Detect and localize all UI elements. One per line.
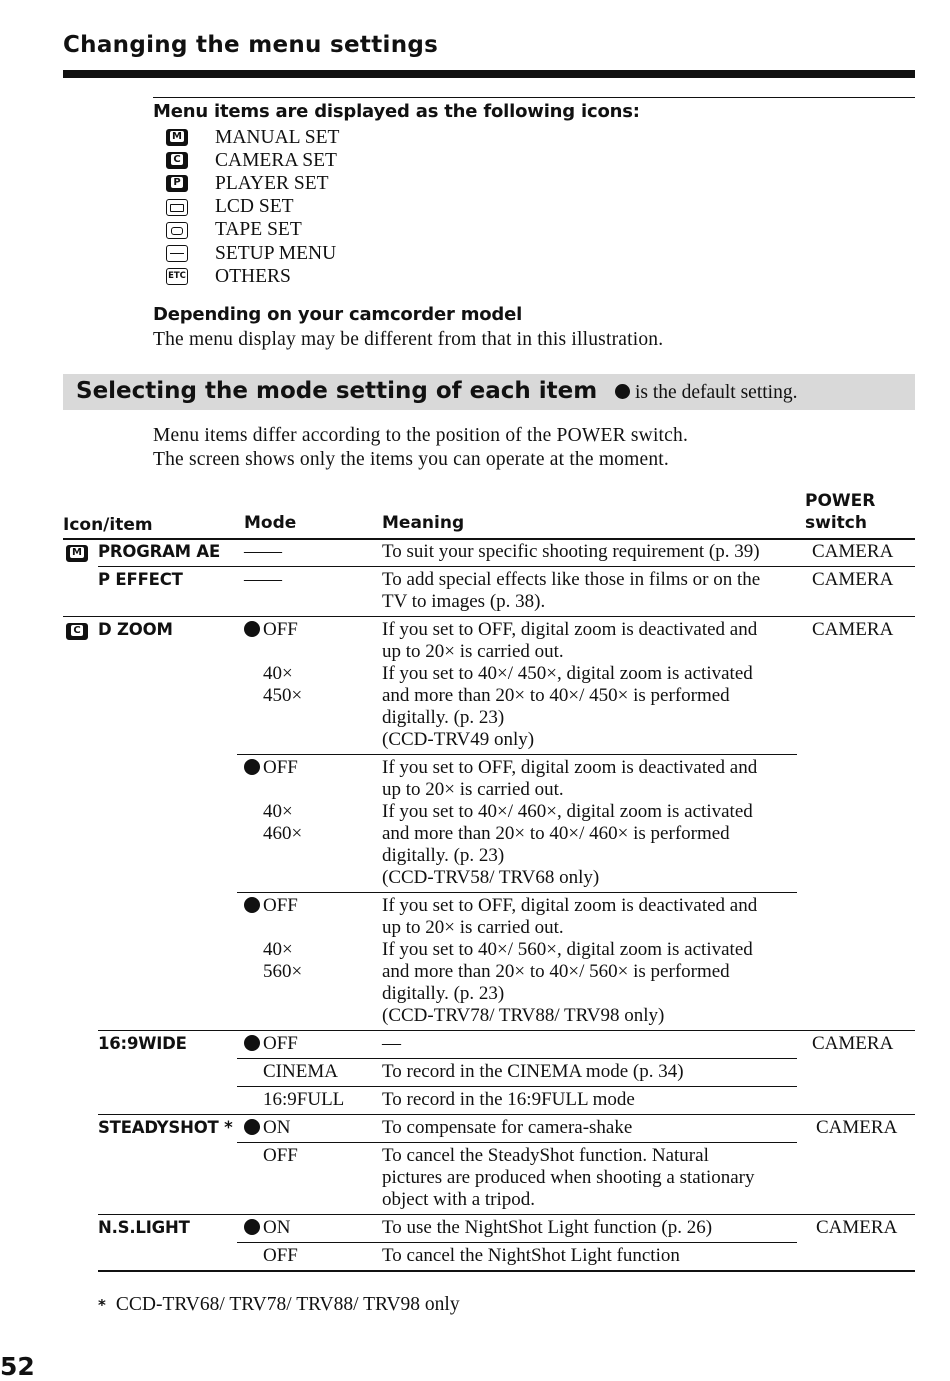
mode-cell: 40× (263, 939, 293, 960)
meaning-cell: To suit your specific shooting requirement (p. 39) (382, 541, 760, 562)
header-power-2: switch (805, 513, 867, 533)
item-steadyshot: STEADYSHOT * (98, 1118, 233, 1137)
power-cell: CAMERA (812, 619, 894, 640)
list-item (166, 242, 339, 265)
footnote-mark: * (98, 1296, 106, 1314)
row-rule (98, 566, 915, 567)
player-set-icon: P (166, 175, 188, 192)
meaning-cell: (CCD-TRV49 only) (382, 729, 535, 750)
meaning-cell: up to 20× is carried out. (382, 917, 564, 938)
header-mode: Mode (244, 513, 297, 533)
row-rule (237, 1142, 797, 1143)
row-rule (63, 616, 915, 617)
default-dot-icon (244, 897, 260, 913)
meaning-cell: If you set to OFF, digital zoom is deactivated and (382, 619, 758, 640)
header-meaning: Meaning (382, 513, 465, 533)
row-rule (237, 892, 797, 893)
meaning-cell: If you set to 40×/ 460×, digital zoom is activated (382, 801, 753, 822)
mode-cell: 560× (263, 961, 303, 982)
meaning-cell: To cancel the NightShot Light function (382, 1245, 680, 1266)
meaning-cell: up to 20× is carried out. (382, 779, 564, 800)
depend-heading: Depending on your camcorder model (153, 304, 523, 325)
header-icon-item: Icon/item (63, 515, 153, 535)
camera-set-icon: C (66, 623, 88, 640)
tape-set-icon (166, 222, 188, 239)
mode-cell (244, 1217, 290, 1239)
footnote-text: CCD-TRV68/ TRV78/ TRV88/ TRV98 only (115, 1294, 460, 1315)
intro-text (153, 424, 688, 472)
meaning-cell: TV to images (p. 38). (382, 591, 546, 612)
power-cell: CAMERA (812, 541, 894, 562)
item-16-9-wide: 16:9WIDE (98, 1034, 187, 1053)
meaning-cell: To use the NightShot Light function (p. 26) (382, 1217, 713, 1238)
depend-text: The menu display may be different from that in this illustration. (153, 329, 664, 350)
meaning-cell: If you set to OFF, digital zoom is deactivated and (382, 895, 758, 916)
table-bottom-rule (98, 1270, 915, 1272)
row-rule (237, 754, 797, 755)
default-dot-icon (244, 759, 260, 775)
mode-cell (244, 619, 298, 641)
title-rule (63, 70, 915, 78)
menu-icon-label: LCD SET (215, 196, 294, 218)
default-dot-icon (244, 1219, 260, 1235)
mode-value: OFF (263, 757, 298, 778)
header-power-1: POWER (805, 491, 876, 511)
menu-icon-label: MANUAL SET (215, 126, 340, 148)
meaning-cell: — (382, 1033, 401, 1054)
meaning-cell: If you set to 40×/ 450×, digital zoom is activated (382, 663, 753, 684)
list-item (166, 172, 339, 195)
header-rule (63, 538, 915, 540)
meaning-cell: pictures are produced when shooting a stationary (382, 1167, 755, 1188)
list-item (166, 149, 339, 172)
meaning-cell: (CCD-TRV58/ TRV68 only) (382, 867, 600, 888)
mode-cell: CINEMA (263, 1061, 338, 1082)
list-item (166, 196, 339, 219)
mode-value: OFF (263, 1033, 298, 1054)
mode-cell (244, 895, 298, 917)
item-program-ae: PROGRAM AE (98, 542, 221, 561)
meaning-cell: and more than 20× to 40×/ 460× is performed (382, 823, 730, 844)
mode-cell (244, 1033, 298, 1055)
menu-icon-label: PLAYER SET (215, 172, 329, 194)
mode-cell (244, 757, 298, 779)
meaning-cell: and more than 20× to 40×/ 450× is performed (382, 685, 730, 706)
menu-icon-label: SETUP MENU (215, 242, 337, 264)
row-rule (237, 1086, 797, 1087)
mode-value: OFF (263, 895, 298, 916)
mode-cell: 16:9FULL (263, 1089, 345, 1110)
meaning-cell: If you set to OFF, digital zoom is deactivated and (382, 757, 758, 778)
item-d-zoom: D ZOOM (98, 620, 173, 639)
list-item (166, 265, 339, 288)
setup-menu-icon (166, 245, 188, 262)
menu-icon-label: TAPE SET (215, 219, 302, 241)
mode-cell: —— (244, 569, 282, 590)
default-dot-icon (615, 384, 630, 399)
meaning-cell: digitally. (p. 23) (382, 707, 505, 728)
power-cell: CAMERA (816, 1117, 898, 1138)
mode-cell: —— (244, 541, 282, 562)
meaning-cell: To record in the 16:9FULL mode (382, 1089, 635, 1110)
meaning-cell: up to 20× is carried out. (382, 641, 564, 662)
mode-cell: 450× (263, 685, 303, 706)
intro-line: The screen shows only the items you can operate at the moment. (153, 449, 670, 470)
menu-icon-label: OTHERS (215, 265, 291, 287)
lcd-set-icon (166, 199, 188, 216)
manual-set-icon: M (66, 545, 88, 562)
mode-value: OFF (263, 619, 298, 640)
list-item (166, 219, 339, 242)
meaning-cell: digitally. (p. 23) (382, 983, 505, 1004)
mode-cell: 460× (263, 823, 303, 844)
meaning-cell: To cancel the SteadyShot function. Natural (382, 1145, 709, 1166)
meaning-cell: digitally. (p. 23) (382, 845, 505, 866)
row-rule (98, 1214, 915, 1215)
item-p-effect: P EFFECT (98, 570, 183, 589)
icons-rule (153, 97, 915, 98)
mode-cell (244, 1117, 290, 1139)
power-cell: CAMERA (816, 1217, 898, 1238)
mode-cell: OFF (263, 1245, 298, 1266)
others-icon: ETC (166, 268, 188, 285)
intro-line: Menu items differ according to the position of the POWER switch. (153, 425, 689, 446)
mode-value: ON (263, 1117, 291, 1138)
default-note (615, 382, 797, 404)
mode-cell: OFF (263, 1145, 298, 1166)
row-rule (98, 1114, 915, 1115)
meaning-cell: and more than 20× to 40×/ 560× is performed (382, 961, 730, 982)
manual-set-icon: M (166, 129, 188, 146)
meaning-cell: To add special effects like those in films or on the (382, 569, 761, 590)
menu-icon-label: CAMERA SET (215, 149, 337, 171)
camera-set-icon: C (166, 152, 188, 169)
section-title: Selecting the mode setting of each item (76, 378, 598, 404)
meaning-cell: (CCD-TRV78/ TRV88/ TRV98 only) (382, 1005, 665, 1026)
menu-icon-list (166, 126, 339, 288)
meaning-cell: If you set to 40×/ 560×, digital zoom is activated (382, 939, 753, 960)
item-ns-light: N.S.LIGHT (98, 1218, 190, 1237)
page-number: 52 (0, 1352, 35, 1381)
default-dot-icon (244, 621, 260, 637)
icons-heading: Menu items are displayed as the following icons: (153, 101, 640, 122)
meaning-cell: To compensate for camera-shake (382, 1117, 633, 1138)
list-item (166, 126, 339, 149)
default-dot-icon (244, 1119, 260, 1135)
default-dot-icon (244, 1035, 260, 1051)
power-cell: CAMERA (812, 569, 894, 590)
meaning-cell: To record in the CINEMA mode (p. 34) (382, 1061, 684, 1082)
mode-cell: 40× (263, 801, 293, 822)
page-title: Changing the menu settings (63, 32, 439, 58)
footnote (98, 1294, 460, 1316)
mode-value: ON (263, 1217, 291, 1238)
meaning-cell: object with a tripod. (382, 1189, 536, 1210)
default-note-text: is the default setting. (635, 382, 798, 403)
row-rule (98, 1030, 915, 1031)
mode-cell: 40× (263, 663, 293, 684)
power-cell: CAMERA (812, 1033, 894, 1054)
row-rule (237, 1058, 797, 1059)
row-rule (237, 1242, 797, 1243)
